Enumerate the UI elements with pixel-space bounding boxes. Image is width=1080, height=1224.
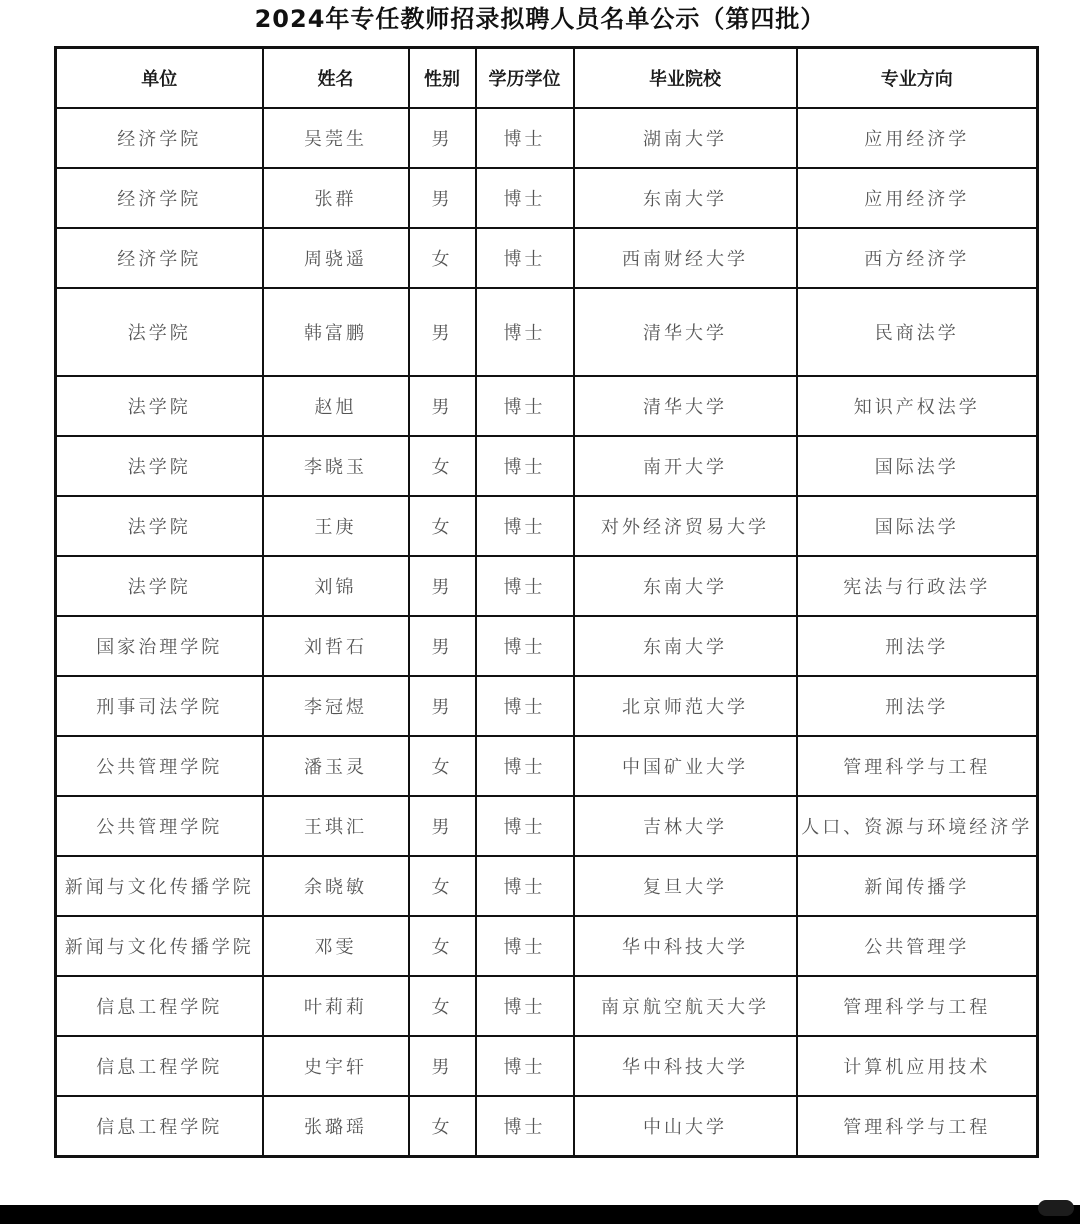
cell-gender: 男	[409, 376, 476, 436]
cell-major: 刑法学	[797, 616, 1038, 676]
cell-unit: 新闻与文化传播学院	[56, 916, 263, 976]
cell-degree: 博士	[476, 916, 574, 976]
cell-unit: 信息工程学院	[56, 1036, 263, 1096]
cell-school: 东南大学	[574, 616, 797, 676]
table-row	[56, 436, 1038, 496]
cell-degree: 博士	[476, 1036, 574, 1096]
cell-degree: 博士	[476, 736, 574, 796]
cell-degree: 博士	[476, 288, 574, 376]
cell-unit: 国家治理学院	[56, 616, 263, 676]
cell-degree: 博士	[476, 228, 574, 288]
cell-unit: 信息工程学院	[56, 1096, 263, 1157]
table-row	[56, 376, 1038, 436]
cell-unit: 公共管理学院	[56, 796, 263, 856]
table-row	[56, 108, 1038, 168]
cell-name: 周骁遥	[263, 228, 409, 288]
cell-school: 华中科技大学	[574, 916, 797, 976]
cell-unit: 法学院	[56, 288, 263, 376]
cell-school: 对外经济贸易大学	[574, 496, 797, 556]
cell-school: 华中科技大学	[574, 1036, 797, 1096]
cell-name: 刘哲石	[263, 616, 409, 676]
page-title: 2024年专任教师招录拟聘人员名单公示（第四批）	[254, 5, 826, 33]
cell-major: 应用经济学	[797, 108, 1038, 168]
header-name: 姓名	[263, 48, 409, 109]
table-row	[56, 496, 1038, 556]
cell-major: 人口、资源与环境经济学	[797, 796, 1038, 856]
cell-unit: 法学院	[56, 376, 263, 436]
cell-school: 清华大学	[574, 376, 797, 436]
cell-gender: 女	[409, 228, 476, 288]
table-row	[56, 168, 1038, 228]
cell-major: 管理科学与工程	[797, 1096, 1038, 1157]
cell-degree: 博士	[476, 556, 574, 616]
cell-gender: 女	[409, 736, 476, 796]
cell-major: 国际法学	[797, 496, 1038, 556]
cell-unit: 法学院	[56, 436, 263, 496]
cell-gender: 男	[409, 168, 476, 228]
cell-major: 知识产权法学	[797, 376, 1038, 436]
cell-major: 公共管理学	[797, 916, 1038, 976]
table-row	[56, 1096, 1038, 1157]
cell-gender: 男	[409, 556, 476, 616]
cell-name: 张璐瑶	[263, 1096, 409, 1157]
cell-degree: 博士	[476, 976, 574, 1036]
header-gender: 性别	[409, 48, 476, 109]
cell-gender: 女	[409, 1096, 476, 1157]
cell-unit: 新闻与文化传播学院	[56, 856, 263, 916]
table-row	[56, 976, 1038, 1036]
cell-school: 南开大学	[574, 436, 797, 496]
cell-major: 管理科学与工程	[797, 976, 1038, 1036]
table-row	[56, 556, 1038, 616]
cell-gender: 女	[409, 436, 476, 496]
cell-school: 复旦大学	[574, 856, 797, 916]
cell-gender: 女	[409, 976, 476, 1036]
table-row	[56, 1036, 1038, 1096]
cell-school: 东南大学	[574, 556, 797, 616]
cell-name: 张群	[263, 168, 409, 228]
cell-unit: 法学院	[56, 556, 263, 616]
cell-gender: 女	[409, 856, 476, 916]
table-row	[56, 916, 1038, 976]
watermark-badge-icon	[1038, 1200, 1074, 1216]
table-row	[56, 736, 1038, 796]
cell-degree: 博士	[476, 168, 574, 228]
cell-gender: 男	[409, 796, 476, 856]
cell-school: 北京师范大学	[574, 676, 797, 736]
cell-major: 计算机应用技术	[797, 1036, 1038, 1096]
table-row	[56, 616, 1038, 676]
cell-school: 中山大学	[574, 1096, 797, 1157]
cell-school: 中国矿业大学	[574, 736, 797, 796]
cell-major: 宪法与行政法学	[797, 556, 1038, 616]
cell-unit: 法学院	[56, 496, 263, 556]
cell-major: 管理科学与工程	[797, 736, 1038, 796]
cell-gender: 女	[409, 496, 476, 556]
cell-gender: 男	[409, 288, 476, 376]
cell-degree: 博士	[476, 796, 574, 856]
cell-unit: 经济学院	[56, 108, 263, 168]
cell-name: 吴莞生	[263, 108, 409, 168]
cell-major: 刑法学	[797, 676, 1038, 736]
header-major: 专业方向	[797, 48, 1038, 109]
header-degree: 学历学位	[476, 48, 574, 109]
cell-unit: 经济学院	[56, 168, 263, 228]
cell-degree: 博士	[476, 856, 574, 916]
header-unit: 单位	[56, 48, 263, 109]
header-school: 毕业院校	[574, 48, 797, 109]
cell-degree: 博士	[476, 616, 574, 676]
cell-name: 刘锦	[263, 556, 409, 616]
candidate-table	[54, 46, 1039, 1158]
cell-school: 吉林大学	[574, 796, 797, 856]
cell-name: 潘玉灵	[263, 736, 409, 796]
cell-name: 王庚	[263, 496, 409, 556]
cell-unit: 信息工程学院	[56, 976, 263, 1036]
cell-school: 东南大学	[574, 168, 797, 228]
cell-name: 韩富鹏	[263, 288, 409, 376]
cell-major: 国际法学	[797, 436, 1038, 496]
cell-name: 叶莉莉	[263, 976, 409, 1036]
cell-degree: 博士	[476, 108, 574, 168]
cell-name: 邓雯	[263, 916, 409, 976]
cell-unit: 经济学院	[56, 228, 263, 288]
cell-degree: 博士	[476, 1096, 574, 1157]
cell-school: 西南财经大学	[574, 228, 797, 288]
table-row	[56, 288, 1038, 376]
cell-gender: 男	[409, 108, 476, 168]
cell-gender: 男	[409, 676, 476, 736]
cell-gender: 女	[409, 916, 476, 976]
table-row	[56, 856, 1038, 916]
cell-degree: 博士	[476, 376, 574, 436]
table-header-row	[56, 48, 1038, 109]
cell-name: 李晓玉	[263, 436, 409, 496]
cell-unit: 公共管理学院	[56, 736, 263, 796]
cell-unit: 刑事司法学院	[56, 676, 263, 736]
cell-major: 民商法学	[797, 288, 1038, 376]
cell-major: 应用经济学	[797, 168, 1038, 228]
cell-degree: 博士	[476, 436, 574, 496]
cell-name: 李冠煜	[263, 676, 409, 736]
cell-major: 新闻传播学	[797, 856, 1038, 916]
cell-degree: 博士	[476, 676, 574, 736]
cell-gender: 男	[409, 1036, 476, 1096]
cell-name: 王琪汇	[263, 796, 409, 856]
table-row	[56, 796, 1038, 856]
cell-school: 南京航空航天大学	[574, 976, 797, 1036]
table-row	[56, 228, 1038, 288]
cell-school: 清华大学	[574, 288, 797, 376]
table-row	[56, 676, 1038, 736]
cell-school: 湖南大学	[574, 108, 797, 168]
cell-gender: 男	[409, 616, 476, 676]
cell-major: 西方经济学	[797, 228, 1038, 288]
cell-degree: 博士	[476, 496, 574, 556]
cell-name: 余晓敏	[263, 856, 409, 916]
bottom-black-bar	[0, 1205, 1080, 1224]
cell-name: 赵旭	[263, 376, 409, 436]
cell-name: 史宇轩	[263, 1036, 409, 1096]
